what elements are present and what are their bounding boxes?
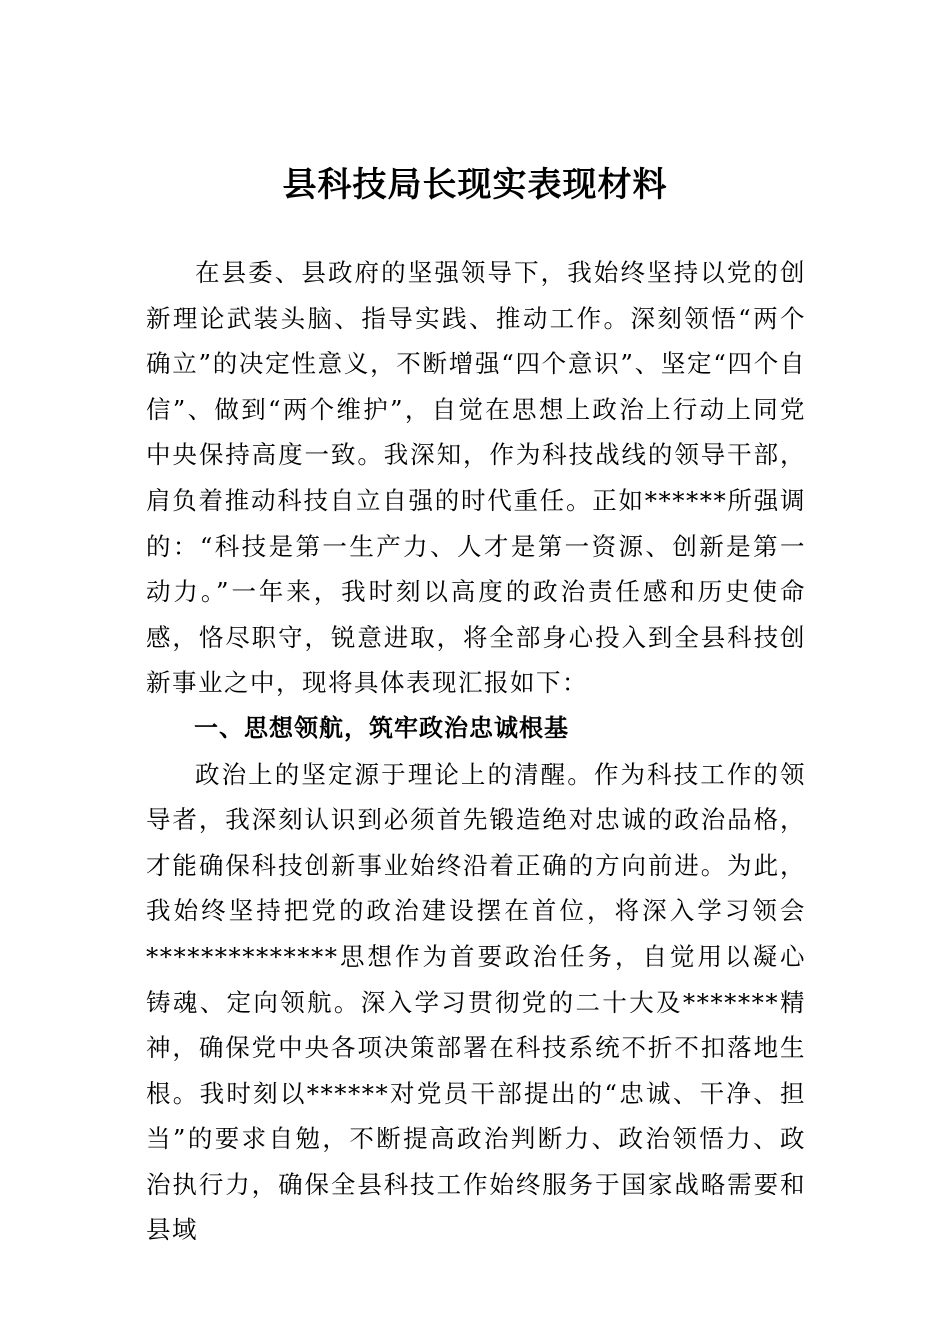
document-body [146, 250, 806, 1253]
document-title: 县科技局长现实表现材料 [282, 165, 668, 205]
intro-paragraph: 在县委、县政府的坚强领导下，我始终坚持以党的创新理论武装头脑、指导实践、推动工作。深刻领悟“两个确立”的决定性意义，不断增强“四个意识”、坚定“四个自信”、做到“两个维护”，自觉在思想上政治上行动上同党中央保持高度一致。我深知，作为科技战线的领导干部，肩负着推动科技自立自强的时代重任。正如******所强调的：“科技是第一生产力、人才是第一资源、创新是第一动力。”一年来，我时刻以高度的政治责任感和历史使命感，恪尽职守，锐意进取，将全部身心投入到全县科技创新事业之中，现将具体表现汇报如下： [146, 258, 806, 698]
section-1-heading: 一、思想领航，筑牢政治忠诚根基 [194, 713, 569, 742]
section-1-paragraph: 政治上的坚定源于理论上的清醒。作为科技工作的领导者，我深刻认识到必须首先锻造绝对忠诚的政治品格，才能确保科技创新事业始终沿着正确的方向前进。为此，我始终坚持把党的政治建设摆在首位，将深入学习领会**************思想作为首要政治任务，自觉用以凝心铸魂、定向领航。深入学习贯彻党的二十大及*******精神，确保党中央各项决策部署在科技系统不折不扣落地生根。我时刻以******对党员干部提出的“忠诚、干净、担当”的要求自勉，不断提高政治判断力、政治领悟力、政治执行力，确保全县科技工作始终服务于国家战略需要和县域 [146, 759, 806, 1245]
